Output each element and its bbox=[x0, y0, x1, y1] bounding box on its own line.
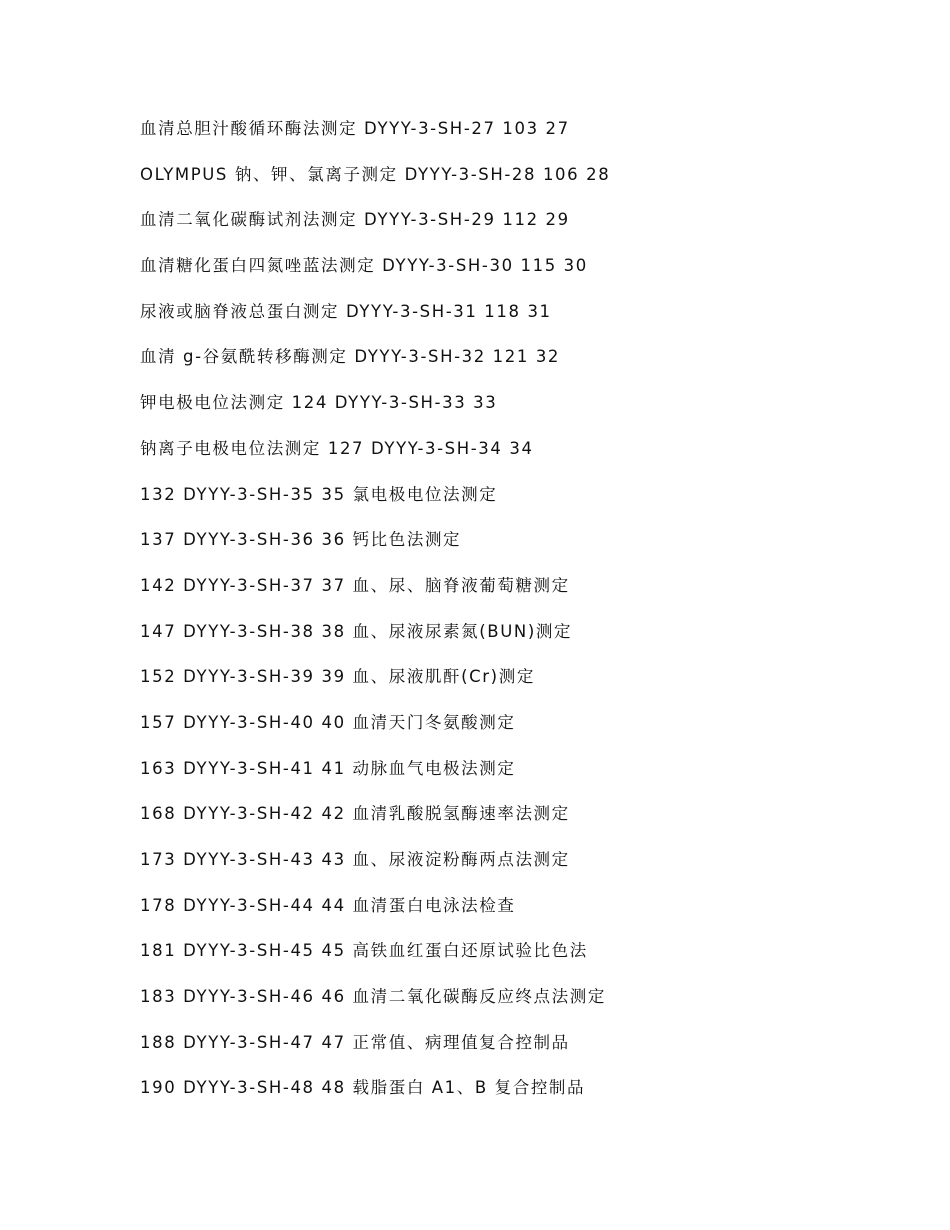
contents-line: 157 DYYY-3-SH-40 40 血清天门冬氨酸测定 bbox=[140, 712, 516, 732]
contents-line: 血清总胆汁酸循环酶法测定 DYYY-3-SH-27 103 27 bbox=[140, 119, 570, 138]
contents-line: 183 DYYY-3-SH-46 46 血清二氧化碳酶反应终点法测定 bbox=[140, 987, 606, 1007]
contents-line: 尿液或脑脊液总蛋白测定 DYYY-3-SH-31 118 31 bbox=[140, 301, 552, 321]
contents-line: 188 DYYY-3-SH-47 47 正常值、病理值复合控制品 bbox=[140, 1032, 570, 1052]
contents-line: 181 DYYY-3-SH-45 45 高铁血红蛋白还原试验比色法 bbox=[140, 941, 588, 961]
contents-line: 钠离子电极电位法测定 127 DYYY-3-SH-34 34 bbox=[140, 438, 534, 458]
contents-line: 168 DYYY-3-SH-42 42 血清乳酸脱氢酶速率法测定 bbox=[140, 804, 570, 824]
contents-line: 178 DYYY-3-SH-44 44 血清蛋白电泳法检查 bbox=[140, 895, 516, 915]
contents-line: 137 DYYY-3-SH-36 36 钙比色法测定 bbox=[140, 530, 462, 550]
contents-line: 152 DYYY-3-SH-39 39 血、尿液肌酐(Cr)测定 bbox=[140, 667, 535, 687]
contents-line: 173 DYYY-3-SH-43 43 血、尿液淀粉酶两点法测定 bbox=[140, 850, 570, 869]
contents-line: 血清糖化蛋白四氮唑蓝法测定 DYYY-3-SH-30 115 30 bbox=[140, 256, 588, 276]
contents-line: 147 DYYY-3-SH-38 38 血、尿液尿素氮(BUN)测定 bbox=[140, 621, 573, 641]
contents-list bbox=[140, 116, 920, 1121]
contents-line: 血清二氧化碳酶试剂法测定 DYYY-3-SH-29 112 29 bbox=[140, 210, 570, 230]
contents-line: 132 DYYY-3-SH-35 35 氯电极电位法测定 bbox=[140, 484, 498, 504]
contents-line: 163 DYYY-3-SH-41 41 动脉血气电极法测定 bbox=[140, 758, 516, 778]
contents-line: 血清 g-谷氨酰转移酶测定 DYYY-3-SH-32 121 32 bbox=[140, 347, 561, 367]
contents-line: 190 DYYY-3-SH-48 48 载脂蛋白 A1、B 复合控制品 bbox=[140, 1078, 586, 1098]
contents-line: 钾电极电位法测定 124 DYYY-3-SH-33 33 bbox=[140, 393, 498, 413]
contents-line: 142 DYYY-3-SH-37 37 血、尿、脑脊液葡萄糖测定 bbox=[140, 575, 570, 595]
contents-line: OLYMPUS 钠、钾、氯离子测定 DYYY-3-SH-28 106 28 bbox=[140, 164, 611, 184]
